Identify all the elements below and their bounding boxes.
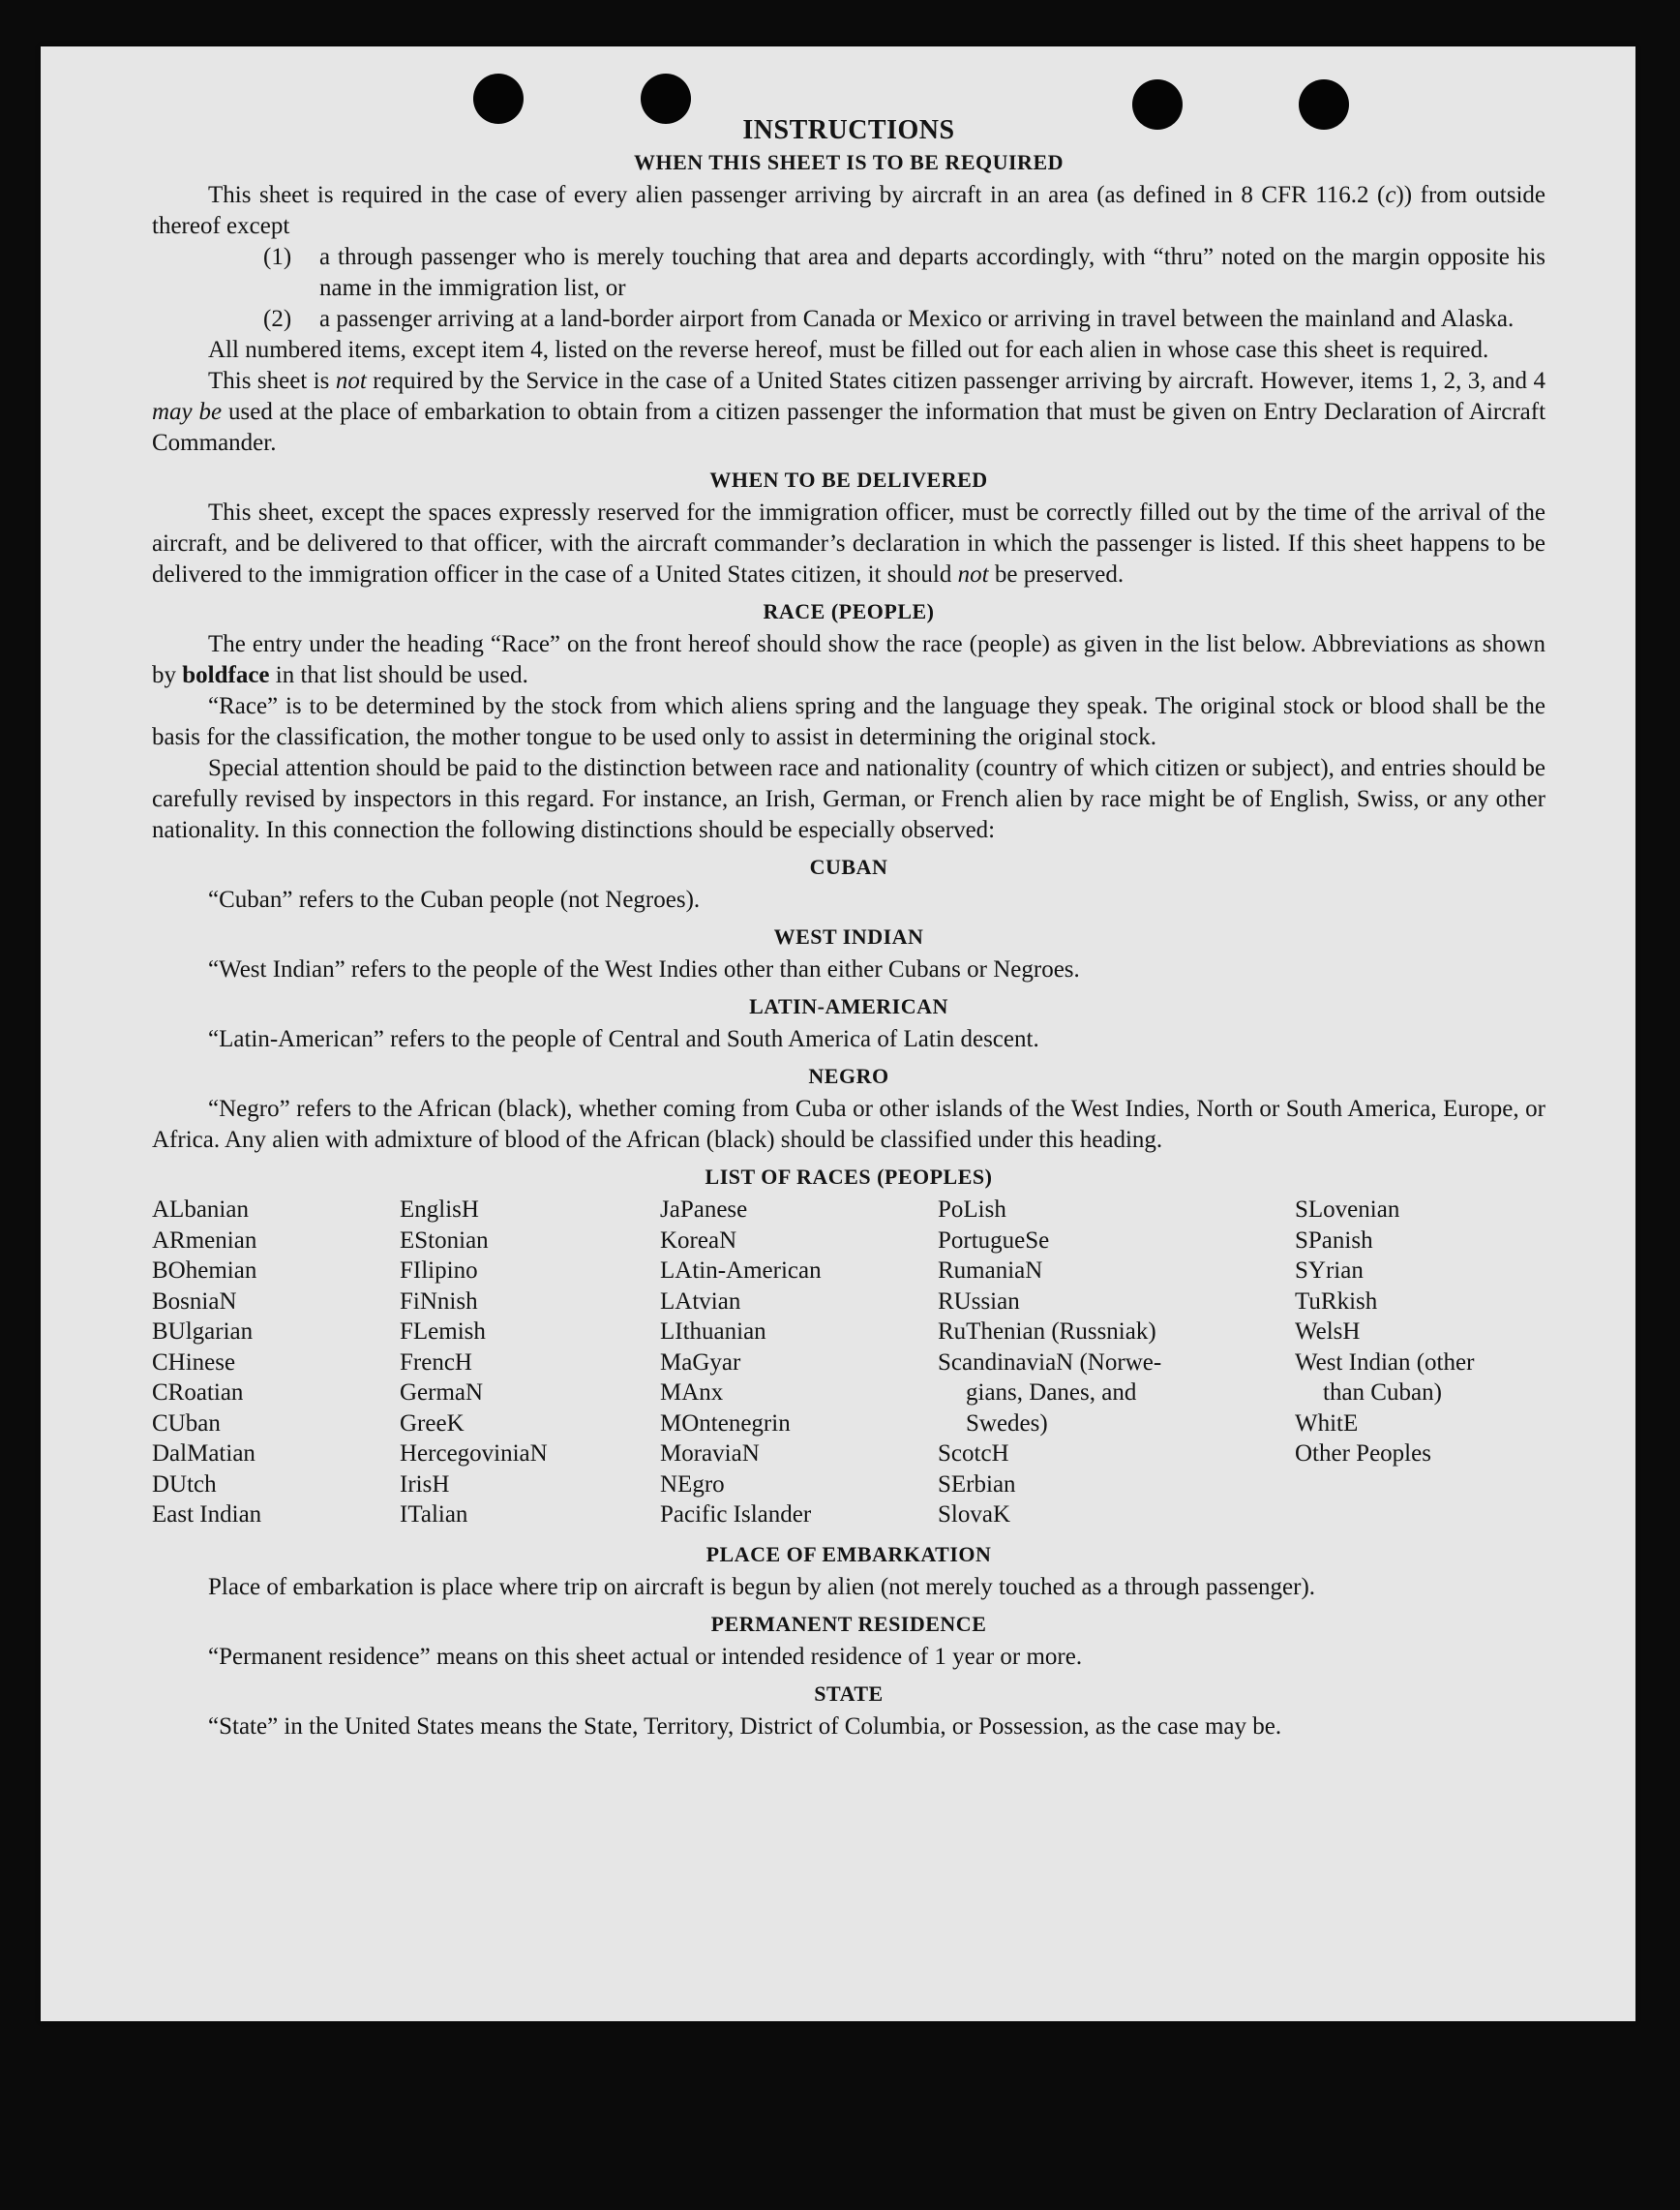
race-item: FiNnish	[400, 1287, 478, 1315]
race-item: CUban	[152, 1409, 221, 1437]
residence-heading: PERMANENT RESIDENCE	[710, 1612, 987, 1636]
race-item: NEgro	[660, 1470, 725, 1498]
race-item: GreeK	[400, 1409, 465, 1437]
race-item-continuation: than Cuban)	[1323, 1379, 1442, 1406]
race-item: SErbian	[938, 1470, 1016, 1498]
race-item: SYrian	[1295, 1257, 1364, 1284]
race-item: MaGyar	[660, 1348, 741, 1376]
race-item: Pacific Islander	[660, 1501, 812, 1528]
race-item: PortugueSe	[938, 1226, 1050, 1254]
race-column-3	[660, 1195, 822, 1530]
list-of-races-heading: LIST OF RACES (PEOPLES)	[705, 1165, 993, 1189]
race-item: MAnx	[660, 1379, 724, 1406]
race-item: CRoatian	[152, 1379, 244, 1406]
exception-1-text: a through passenger who is merely touching that area and departs accordingly, with “thru” noted on the margin opposite his name in the immigration list, or	[319, 244, 1545, 301]
latin-american-text: “Latin-American” refers to the people of Central and South America of Latin descent.	[208, 1026, 1039, 1052]
race-item-continuation: gians, Danes, and	[966, 1379, 1137, 1406]
race-item: BUlgarian	[152, 1318, 254, 1345]
negro-text: “Negro” refers to the African (black), whether coming from Cuba or other islands of the West Indies, North or South America, Europe, or Africa. Any alien with admixture of blood of the African (black) should be classified under this heading.	[152, 1096, 1545, 1153]
race-paragraph-3: Special attention should be paid to the distinction between race and nationality (country of which citizen or subject), and entries should be carefully revised by inspectors in this regard. For instance, an Irish, German, or French alien by race might be of English, Swiss, or any other nationality. In this connection the following distinctions should be especially observed:	[152, 755, 1545, 843]
exception-2-text: a passenger arriving at a land-border airport from Canada or Mexico or arriving in travel between the mainland and Alaska.	[319, 306, 1515, 332]
race-item: LAtvian	[660, 1287, 741, 1315]
race-item: ARmenian	[152, 1226, 257, 1254]
race-item: SlovaK	[938, 1501, 1010, 1528]
race-item-continuation: Swedes)	[966, 1409, 1048, 1437]
race-item: IrisH	[400, 1470, 450, 1498]
state-text: “State” in the United States means the State, Territory, District of Columbia, or Possession, as the case may be.	[208, 1713, 1282, 1740]
race-item: LAtin-American	[660, 1257, 822, 1284]
embarkation-text: Place of embarkation is place where trip on aircraft is begun by alien (not merely touched as a through passenger).	[208, 1574, 1316, 1600]
residence-text: “Permanent residence” means on this sheet actual or intended residence of 1 year or more.	[208, 1644, 1083, 1670]
race-heading: RACE (PEOPLE)	[763, 599, 935, 623]
race-list	[152, 1195, 1545, 1533]
race-item: SLovenian	[1295, 1196, 1400, 1223]
race-item: MOntenegrin	[660, 1409, 791, 1437]
race-item: EStonian	[400, 1226, 489, 1254]
race-item: WhitE	[1295, 1409, 1359, 1437]
race-item: TuRkish	[1295, 1287, 1378, 1315]
race-item: RuThenian (Russniak)	[938, 1318, 1156, 1345]
when-required-heading: WHEN THIS SHEET IS TO BE REQUIRED	[633, 150, 1065, 174]
west-indian-heading: WEST INDIAN	[773, 924, 924, 949]
race-column-1	[152, 1195, 261, 1530]
race-item: BosniaN	[152, 1287, 237, 1315]
when-required-paragraph-2: All numbered items, except item 4, listed on the reverse hereof, must be filled out for each alien in whose case this sheet is required.	[208, 337, 1489, 363]
race-item: RumaniaN	[938, 1257, 1043, 1284]
page-title: INSTRUCTIONS	[742, 115, 955, 145]
race-item: WelsH	[1295, 1318, 1361, 1345]
race-item: EnglisH	[400, 1196, 479, 1223]
latin-american-heading: LATIN-AMERICAN	[749, 994, 948, 1018]
race-item: FIlipino	[400, 1257, 478, 1284]
exception-2-number: (2)	[263, 306, 292, 332]
race-item: JaPanese	[660, 1196, 748, 1223]
race-item: MoraviaN	[660, 1440, 760, 1467]
when-required-paragraph-1: This sheet is required in the case of every alien passenger arriving by aircraft in an area (as defined in 8 CFR 116.2 (c)) from outside thereof except	[152, 182, 1545, 239]
when-delivered-paragraph: This sheet, except the spaces expressly reserved for the immigration officer, must be correctly filled out by the time of the arrival of the aircraft, and be delivered to that officer, with the aircraft commander’s declaration in which the passenger is listed. If this sheet happens to be delivered to the immigration officer in the case of a United States citizen, it should not be preserved.	[152, 500, 1545, 588]
cuban-heading: CUBAN	[809, 855, 888, 879]
document-sheet	[41, 46, 1635, 2021]
instructions-content	[152, 114, 1545, 1742]
exception-2	[152, 304, 1545, 335]
race-column-2	[400, 1195, 548, 1530]
race-item: HercegoviniaN	[400, 1440, 548, 1467]
race-item: ITalian	[400, 1501, 468, 1528]
race-item: ScotcH	[938, 1440, 1009, 1467]
exception-1-number: (1)	[263, 244, 292, 270]
race-item: SPanish	[1295, 1226, 1373, 1254]
race-paragraph-1: The entry under the heading “Race” on the front hereof should show the race (people) as given in the list below. Abbreviations as shown by boldface in that list should be used.	[152, 631, 1545, 688]
race-column-5	[1295, 1195, 1474, 1469]
race-item: LIthuanian	[660, 1318, 766, 1345]
race-item: DUtch	[152, 1470, 217, 1498]
race-item: ScandinaviaN (Norwe-	[938, 1348, 1162, 1376]
race-item: DalMatian	[152, 1440, 255, 1467]
negro-heading: NEGRO	[808, 1064, 889, 1088]
race-paragraph-2: “Race” is to be determined by the stock from which aliens spring and the language they speak. The original stock or blood shall be the basis for the classification, the mother tongue to be used only to assist in determining the original stock.	[152, 693, 1545, 750]
embarkation-heading: PLACE OF EMBARKATION	[705, 1542, 992, 1566]
race-item: West Indian (other	[1295, 1348, 1475, 1376]
race-item: RUssian	[938, 1287, 1020, 1315]
race-item: GermaN	[400, 1379, 484, 1406]
exception-1	[152, 242, 1545, 304]
race-item: ALbanian	[152, 1196, 249, 1223]
cuban-text: “Cuban” refers to the Cuban people (not Negroes).	[208, 887, 701, 913]
race-item: East Indian	[152, 1501, 262, 1528]
when-required-paragraph-3: This sheet is not required by the Service in the case of a United States citizen passenger arriving by aircraft. However, items 1, 2, 3, and 4 may be used at the place of embarkation to obtain from a citizen passenger the information that must be given on Entry Declaration of Aircraft Commander.	[152, 368, 1546, 456]
race-item: FLemish	[400, 1318, 486, 1345]
race-column-4	[938, 1195, 1161, 1530]
race-item: KoreaN	[660, 1226, 737, 1254]
race-item: PoLish	[938, 1196, 1006, 1223]
west-indian-text: “West Indian” refers to the people of the West Indies other than either Cubans or Negroes.	[208, 956, 1080, 983]
when-delivered-heading: WHEN TO BE DELIVERED	[709, 468, 988, 492]
race-item: CHinese	[152, 1348, 236, 1376]
race-item: FrencH	[400, 1348, 472, 1376]
state-heading: STATE	[814, 1681, 884, 1706]
race-item: BOhemian	[152, 1257, 257, 1284]
race-item: Other Peoples	[1295, 1440, 1431, 1467]
